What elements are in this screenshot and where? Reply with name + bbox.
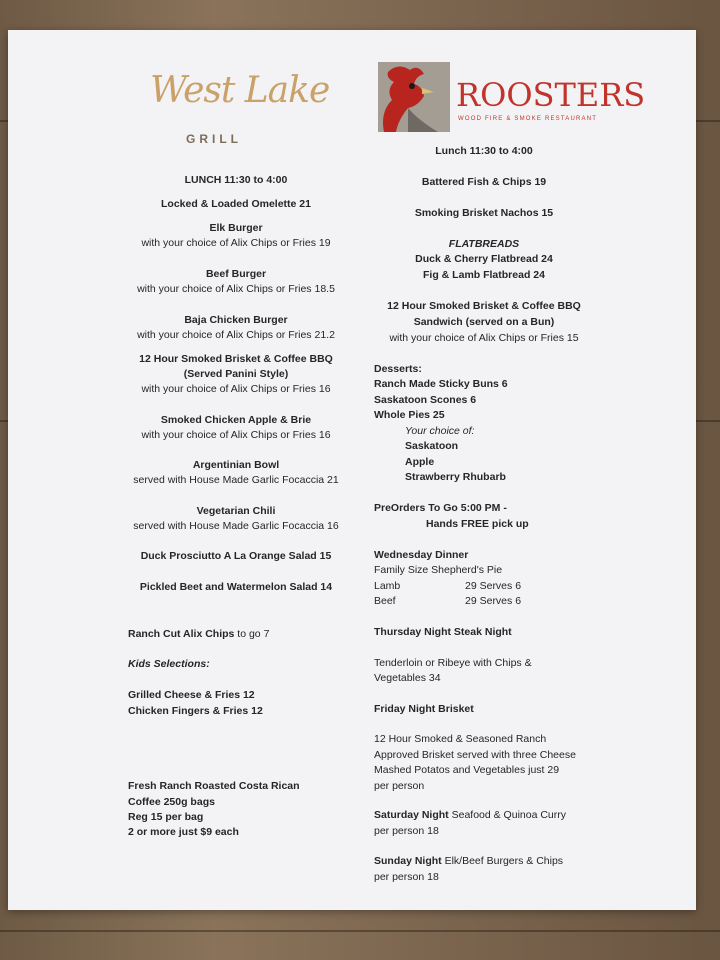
- rs-shepherds-pie: Family Size Shepherd's Pie: [374, 564, 503, 576]
- wl-beet-salad: Pickled Beet and Watermelon Salad 14: [139, 581, 333, 593]
- rs-saturday-price: per person 18: [374, 825, 439, 837]
- wl-argentinian-desc: served with House Made Garlic Focaccia 21: [133, 474, 339, 486]
- wl-ranch-chips: Ranch Cut Alix Chips to go 7: [128, 628, 270, 640]
- rs-duck-flatbread: Duck & Cherry Flatbread 24: [415, 253, 553, 265]
- rs-pie-strawberry: Strawberry Rhubarb: [405, 471, 506, 483]
- rs-friday-line2: Approved Brisket served with three Cheese: [374, 749, 576, 761]
- roosters-logo-sub: WOOD FIRE & SMOKE RESTAURANT: [458, 116, 598, 122]
- westlake-logo: West Lake: [150, 70, 330, 111]
- wl-omelette: Locked & Loaded Omelette 21: [161, 198, 311, 210]
- rs-pie-saskatoon: Saskatoon: [405, 440, 459, 452]
- rs-tenderloin-line1: Tenderloin or Ribeye with Chips &: [374, 657, 532, 669]
- rs-fig-flatbread: Fig & Lamb Flatbread 24: [423, 269, 545, 281]
- wl-coffee-line4: 2 or more just $9 each: [128, 826, 239, 838]
- rs-brisket-nachos: Smoking Brisket Nachos 15: [414, 207, 554, 219]
- rs-flatbreads-heading: FLATBREADS: [448, 238, 520, 250]
- wl-coffee-line3: Reg 15 per bag: [128, 811, 204, 823]
- wl-brisket-title: 12 Hour Smoked Brisket & Coffee BBQ: [139, 353, 333, 365]
- wl-beef-desc: with your choice of Alix Chips or Fries 18.5: [137, 283, 335, 295]
- rooster-image: [378, 62, 450, 132]
- rs-friday: Friday Night Brisket: [374, 703, 474, 715]
- wl-chicken-brie: Smoked Chicken Apple & Brie: [160, 414, 312, 426]
- wl-vegetarian-chili: Vegetarian Chili: [196, 505, 276, 517]
- roosters-logo: ROOSTERS: [456, 76, 646, 114]
- rs-thursday: Thursday Night Steak Night: [374, 626, 512, 638]
- wl-elk-desc: with your choice of Alix Chips or Fries 19: [141, 237, 331, 249]
- rs-lamb-price: 29 Serves 6: [465, 580, 522, 592]
- wl-chicken-fingers: Chicken Fingers & Fries 12: [128, 705, 263, 717]
- wl-brisket-style: (Served Panini Style): [183, 368, 289, 380]
- rs-sticky-buns: Ranch Made Sticky Buns 6: [374, 378, 508, 390]
- wl-brisket-desc: with your choice of Alix Chips or Fries 16: [141, 383, 331, 395]
- rs-friday-line1: 12 Hour Smoked & Seasoned Ranch: [374, 733, 547, 745]
- rs-sunday-price: per person 18: [374, 871, 439, 883]
- rs-desserts-heading: Desserts:: [374, 363, 422, 375]
- rs-tenderloin-line2: Vegetables 34: [374, 672, 441, 684]
- rs-brisket-bun: Sandwich (served on a Bun): [413, 316, 555, 328]
- rs-brisket-desc: with your choice of Alix Chips or Fries 15: [389, 332, 579, 344]
- wl-lunch-hours: LUNCH 11:30 to 4:00: [184, 174, 288, 186]
- rs-lamb: Lamb: [374, 580, 401, 592]
- wl-grilled-cheese: Grilled Cheese & Fries 12: [128, 689, 255, 701]
- rs-fish-chips: Battered Fish & Chips 19: [421, 176, 547, 188]
- rs-lunch-hours: Lunch 11:30 to 4:00: [435, 145, 533, 157]
- rs-sunday: Sunday Night Elk/Beef Burgers & Chips: [374, 855, 564, 867]
- wl-chicken-desc: with your choice of Alix Chips or Fries 16: [141, 429, 331, 441]
- wood-seam: [0, 930, 720, 932]
- rs-whole-pies: Whole Pies 25: [374, 409, 445, 421]
- wl-vegetarian-desc: served with House Made Garlic Focaccia 16: [133, 520, 339, 532]
- wl-baja-desc: with your choice of Alix Chips or Fries 21.2: [137, 329, 335, 341]
- rs-brisket-title: 12 Hour Smoked Brisket & Coffee BBQ: [387, 300, 581, 312]
- wl-duck-salad: Duck Prosciutto A La Orange Salad 15: [140, 550, 332, 562]
- westlake-logo-sub: GRILL: [186, 132, 242, 146]
- rs-saskatoon-scones: Saskatoon Scones 6: [374, 394, 477, 406]
- rs-beef-price: 29 Serves 6: [465, 595, 522, 607]
- rs-preorders: PreOrders To Go 5:00 PM -: [374, 502, 507, 514]
- rs-pie-apple: Apple: [405, 456, 435, 468]
- wl-coffee-line2: Coffee 250g bags: [128, 796, 215, 808]
- rs-pickup: Hands FREE pick up: [426, 518, 529, 530]
- rs-friday-line3: Mashed Potatos and Vegetables just 29: [374, 764, 560, 776]
- wl-baja-burger: Baja Chicken Burger: [184, 314, 288, 326]
- rs-wednesday: Wednesday Dinner: [374, 549, 469, 561]
- rs-pie-choice: Your choice of:: [405, 425, 475, 437]
- rs-saturday: Saturday Night Seafood & Quinoa Curry: [374, 809, 567, 821]
- wl-argentinian-bowl: Argentinian Bowl: [192, 459, 280, 471]
- rs-friday-line4: per person: [374, 780, 425, 792]
- wl-kids-heading: Kids Selections:: [128, 658, 210, 670]
- wl-elk-burger: Elk Burger: [209, 222, 263, 234]
- wl-beef-burger: Beef Burger: [205, 268, 267, 280]
- rs-beef: Beef: [374, 595, 396, 607]
- menu-sheet: [8, 30, 696, 910]
- wl-coffee-line1: Fresh Ranch Roasted Costa Rican: [128, 780, 300, 792]
